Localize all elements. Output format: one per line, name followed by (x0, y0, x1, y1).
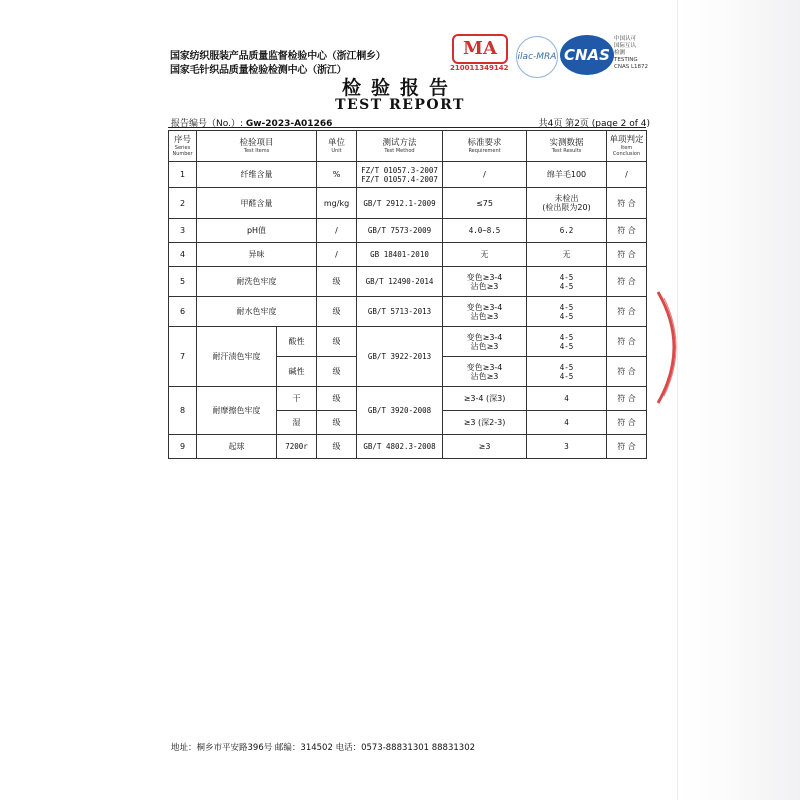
cma-logo: MA (452, 34, 508, 64)
cell-result: 未检出 (检出限为20) (527, 188, 607, 219)
cell-requirement: 变色≥3-4 沾色≥3 (443, 267, 527, 297)
cell-unit: / (317, 219, 357, 243)
cell-conclusion: 符 合 (607, 297, 647, 327)
cell-subitem: 湿 (277, 411, 317, 435)
cell-requirement: 无 (443, 243, 527, 267)
cell-item: pH值 (197, 219, 317, 243)
cell-unit: / (317, 243, 357, 267)
cell-result: 无 (527, 243, 607, 267)
cell-conclusion: 符 合 (607, 387, 647, 411)
footer-address: 地址：桐乡市平安路396号 邮编：314502 电话：0573-88831301 88831302 (171, 743, 476, 753)
table-row (169, 162, 647, 188)
cell-item: 耐洗色牢度 (197, 267, 317, 297)
cell-requirement: 变色≥3-4 沾色≥3 (443, 357, 527, 387)
org-name-line2: 国家毛针织品质量检验检测中心（浙江） (170, 65, 347, 76)
cell-seq: 9 (169, 435, 197, 459)
cell-method: GB/T 7573-2009 (357, 219, 443, 243)
cell-unit: % (317, 162, 357, 188)
cell-seq: 2 (169, 188, 197, 219)
cell-requirement: / (443, 162, 527, 188)
cell-method: GB/T 5713-2013 (357, 297, 443, 327)
page-edge-shadow (680, 0, 800, 800)
cell-unit: 级 (317, 357, 357, 387)
cell-subitem: 酸性 (277, 327, 317, 357)
table-row (169, 188, 647, 219)
cell-seq: 6 (169, 297, 197, 327)
header-unit: 单位 Unit (317, 131, 357, 162)
cell-seq: 3 (169, 219, 197, 243)
header-rule (168, 127, 646, 128)
header-seq: 序号 Series Number (169, 131, 197, 162)
cell-subitem: 碱性 (277, 357, 317, 387)
cnas-logo: CNAS (560, 35, 614, 75)
cell-conclusion: 符 合 (607, 243, 647, 267)
header-conclusion: 单项判定 Item Conclusion (607, 131, 647, 162)
report-number-label: 报告编号（No.）: (171, 119, 243, 129)
cell-unit: 级 (317, 435, 357, 459)
table-header-row (169, 131, 647, 162)
cma-number: 210011349142 (450, 64, 509, 72)
cell-item: 耐摩擦色牢度 (197, 387, 277, 435)
cell-conclusion: 符 合 (607, 219, 647, 243)
test-results-table (168, 130, 647, 459)
table-row (169, 267, 647, 297)
table-row (169, 435, 647, 459)
cell-unit: 级 (317, 387, 357, 411)
cell-subitem: 7200r (277, 435, 317, 459)
cell-method: GB 18401-2010 (357, 243, 443, 267)
cell-unit: mg/kg (317, 188, 357, 219)
cell-method: GB/T 3920-2008 (357, 387, 443, 435)
cell-unit: 级 (317, 327, 357, 357)
header-result: 实测数据 Test Results (527, 131, 607, 162)
ilac-mra-logo: ilac-MRA (516, 36, 558, 78)
cell-requirement: ≥3 (443, 435, 527, 459)
table-row (169, 297, 647, 327)
report-title-en: TEST REPORT (335, 97, 465, 113)
cell-conclusion: 符 合 (607, 188, 647, 219)
red-seal-stamp (650, 290, 690, 405)
cell-conclusion: 符 合 (607, 327, 647, 357)
cnas-caption-1: 中国认可 (614, 36, 637, 42)
cell-item: 纤维含量 (197, 162, 317, 188)
page-info: 共4页 第2页 (page 2 of 4) (538, 119, 650, 129)
report-title-cn: 检验报告 (341, 77, 458, 99)
cell-requirement: 变色≥3-4 沾色≥3 (443, 297, 527, 327)
cell-result: 4-5 4-5 (527, 327, 607, 357)
cell-item: 起球 (197, 435, 277, 459)
cell-result: 4-5 4-5 (527, 267, 607, 297)
cell-seq: 5 (169, 267, 197, 297)
cell-seq: 7 (169, 327, 197, 387)
cell-seq: 4 (169, 243, 197, 267)
cnas-caption-3: 检测 (614, 50, 626, 56)
cell-seq: 8 (169, 387, 197, 435)
cell-method: FZ/T 01057.3-2007 FZ/T 01057.4-2007 (357, 162, 443, 188)
cell-unit: 级 (317, 411, 357, 435)
table-row (169, 243, 647, 267)
header-item: 检验项目 Test Items (197, 131, 317, 162)
org-name-line1: 国家纺织服装产品质量监督检验中心（浙江桐乡） (170, 51, 386, 62)
cell-unit: 级 (317, 297, 357, 327)
cell-conclusion: 符 合 (607, 435, 647, 459)
cnas-caption-2: 国际互认 (614, 43, 637, 49)
cell-result: 4 (527, 411, 607, 435)
cell-result: 绵羊毛100 (527, 162, 607, 188)
cell-conclusion: 符 合 (607, 411, 647, 435)
cell-item: 异味 (197, 243, 317, 267)
cell-conclusion: / (607, 162, 647, 188)
cell-conclusion: 符 合 (607, 267, 647, 297)
table-row (169, 327, 647, 357)
cell-method: GB/T 2912.1-2009 (357, 188, 443, 219)
table-row (169, 387, 647, 411)
cell-requirement: 变色≥3-4 沾色≥3 (443, 327, 527, 357)
cell-unit: 级 (317, 267, 357, 297)
cell-requirement: ≥3 (深2-3) (443, 411, 527, 435)
cell-result: 4-5 4-5 (527, 357, 607, 387)
cell-item: 耐汗渍色牢度 (197, 327, 277, 387)
header-method: 测试方法 Test Method (357, 131, 443, 162)
cell-conclusion: 符 合 (607, 357, 647, 387)
cell-requirement: ≥3-4 (深3) (443, 387, 527, 411)
cell-method: GB/T 12490-2014 (357, 267, 443, 297)
cell-requirement: ≤75 (443, 188, 527, 219)
header-requirement: 标准要求 Requirement (443, 131, 527, 162)
cell-result: 4 (527, 387, 607, 411)
cell-result: 3 (527, 435, 607, 459)
cell-method: GB/T 4802.3-2008 (357, 435, 443, 459)
cnas-caption-4: TESTING (614, 57, 638, 63)
cell-item: 耐水色牢度 (197, 297, 317, 327)
cell-result: 4-5 4-5 (527, 297, 607, 327)
cell-item: 甲醛含量 (197, 188, 317, 219)
table-row (169, 219, 647, 243)
cell-seq: 1 (169, 162, 197, 188)
cell-subitem: 干 (277, 387, 317, 411)
cell-requirement: 4.0~8.5 (443, 219, 527, 243)
cell-result: 6.2 (527, 219, 607, 243)
cnas-caption-5: CNAS L1872 (614, 64, 649, 70)
report-number-value: Gw-2023-A01266 (245, 119, 333, 129)
cell-method: GB/T 3922-2013 (357, 327, 443, 387)
